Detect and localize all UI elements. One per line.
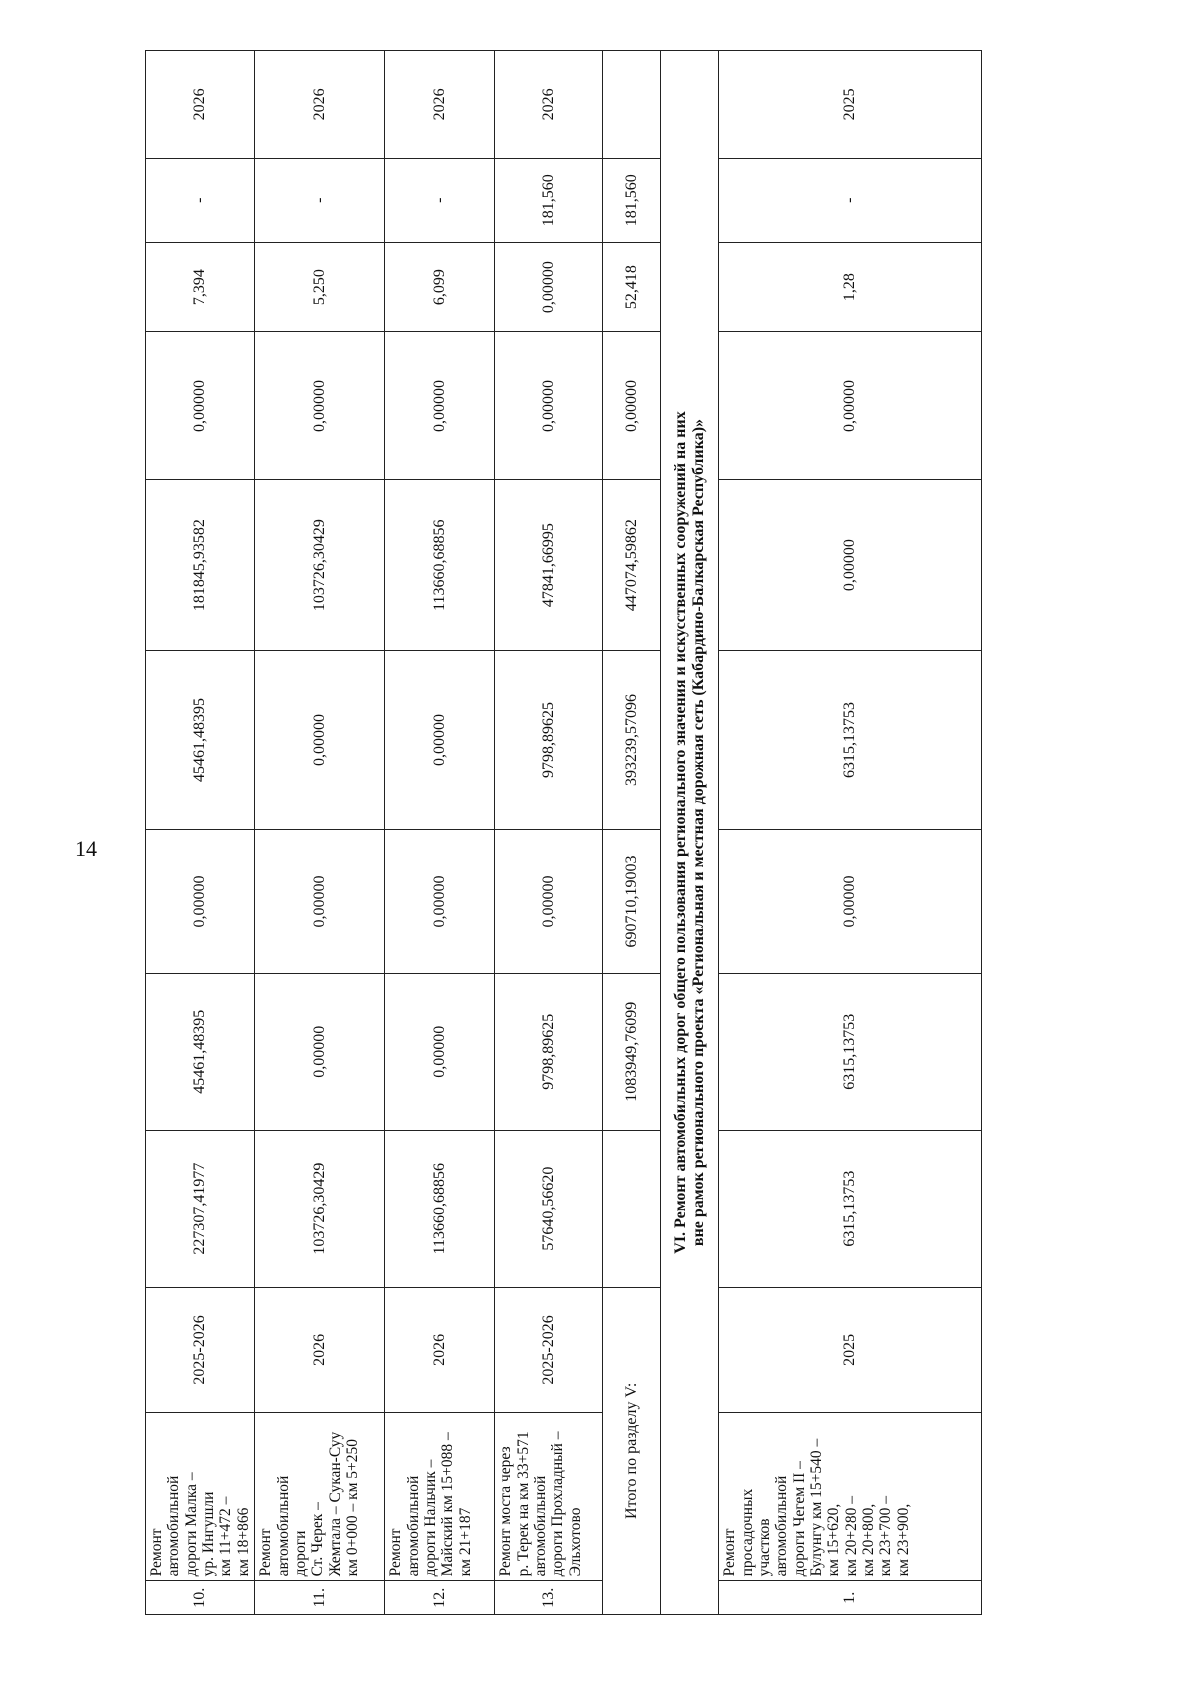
row-number: 13. [495,1581,603,1615]
cost-2026-cell: 47841,66995 [495,480,603,650]
year-cell: 2026 [146,51,255,159]
other-cost-cell: 0,00000 [719,332,982,480]
cost-2025-cell: 6315,13753 [719,973,982,1130]
section-title-line2: вне рамок регионального проекта «Региональная и местная дорожная сеть (Кабардино-Балкарская Республика)» [689,418,707,1247]
length-pm-cell: - [255,158,385,242]
object-name: Ремонт автомобильной дороги Нальчик – Майский км 15+088 – км 21+187 [385,1413,495,1581]
year-cell: 2026 [385,51,495,159]
year-cell: 2026 [255,51,385,159]
period-cell: 2026 [255,1287,385,1413]
year-cell: 2026 [495,51,603,159]
summary-cost-2025: 1083949,76099 [603,973,661,1130]
summary-cost-2026: 447074,59862 [603,480,661,650]
page-number: 14 [75,836,97,861]
table-row [146,51,255,1615]
period-cell: 2025 [719,1287,982,1413]
length-km-cell: 6,099 [385,242,495,332]
cost-2025-cell: 0,00000 [255,973,385,1130]
table-row [495,51,603,1615]
summary-other: 0,00000 [603,332,661,480]
section-number: VI. [671,1231,689,1254]
length-pm-cell: - [719,158,982,242]
cost-2026-cell: 181845,93582 [146,480,255,650]
cost-2025-cell: 0,00000 [385,973,495,1130]
table-row [385,51,495,1615]
total-cost-cell: 103726,30429 [255,1130,385,1287]
rotated-page-content [145,50,980,1615]
row-number: 1. [719,1581,982,1615]
regional-cell: 0,00000 [385,650,495,829]
section-title-line1: Ремонт автомобильных дорог общего пользования регионального значения и искусственных сооружений на них [671,411,689,1228]
cost-2026-cell: 0,00000 [719,480,982,650]
length-pm-cell: 181,560 [495,158,603,242]
projects-table [145,50,982,1615]
length-km-cell: 1,28 [719,242,982,332]
period-cell: 2026 [385,1287,495,1413]
total-cost-cell: 6315,13753 [719,1130,982,1287]
object-name: Ремонт моста через р. Терек на км 33+571 автомобильной дороги Прохладный – Эльхотово [495,1413,603,1581]
summary-label: Итого по разделу V: [603,1287,661,1614]
table-row [255,51,385,1615]
row-number: 12. [385,1581,495,1615]
regional-cell: 9798,89625 [495,650,603,829]
other-cost-cell: 0,00000 [495,332,603,480]
object-name: Ремонт автомобильной дороги Малка – ур. Ингушли км 11+472 – км 18+866 [146,1413,255,1581]
section-title [661,51,719,1615]
row-number: 11. [255,1581,385,1615]
summary-length-km: 52,418 [603,242,661,332]
federal-cell: 0,00000 [146,830,255,974]
summary-regional: 393239,57096 [603,650,661,829]
regional-cell: 0,00000 [255,650,385,829]
length-km-cell: 5,250 [255,242,385,332]
regional-cell: 6315,13753 [719,650,982,829]
row-number: 10. [146,1581,255,1615]
section-header-row [661,51,719,1615]
federal-cell: 0,00000 [495,830,603,974]
summary-row [603,51,661,1615]
table-row [719,51,982,1615]
object-name: Ремонт автомобильной дороги Ст. Черек – Жемтала – Сукан-Суу км 0+000 – км 5+250 [255,1413,385,1581]
cost-2026-cell: 113660,68856 [385,480,495,650]
length-pm-cell: - [385,158,495,242]
federal-cell: 0,00000 [385,830,495,974]
other-cost-cell: 0,00000 [146,332,255,480]
total-cost-cell: 113660,68856 [385,1130,495,1287]
summary-year-cell [603,51,661,159]
period-cell: 2025-2026 [146,1287,255,1413]
cost-2025-cell: 9798,89625 [495,973,603,1130]
object-name: Ремонт просадочных участков автомобильной дороги Чегем II – Булунгу км 15+540 – км 15+620, км 20+280 – км 20+800, км 23+700 – км 23+900, [719,1413,982,1581]
federal-cell: 0,00000 [255,830,385,974]
summary-total-cell [603,1130,661,1287]
other-cost-cell: 0,00000 [255,332,385,480]
length-km-cell: 0,00000 [495,242,603,332]
period-cell: 2025-2026 [495,1287,603,1413]
other-cost-cell: 0,00000 [385,332,495,480]
table-container [145,50,1200,1608]
cost-2026-cell: 103726,30429 [255,480,385,650]
regional-cell: 45461,48395 [146,650,255,829]
cost-2025-cell: 45461,48395 [146,973,255,1130]
federal-cell: 0,00000 [719,830,982,974]
total-cost-cell: 57640,56620 [495,1130,603,1287]
summary-length-pm: 181,560 [603,158,661,242]
total-cost-cell: 227307,41977 [146,1130,255,1287]
length-pm-cell: - [146,158,255,242]
length-km-cell: 7,394 [146,242,255,332]
year-cell: 2025 [719,51,982,159]
summary-federal: 690710,19003 [603,830,661,974]
